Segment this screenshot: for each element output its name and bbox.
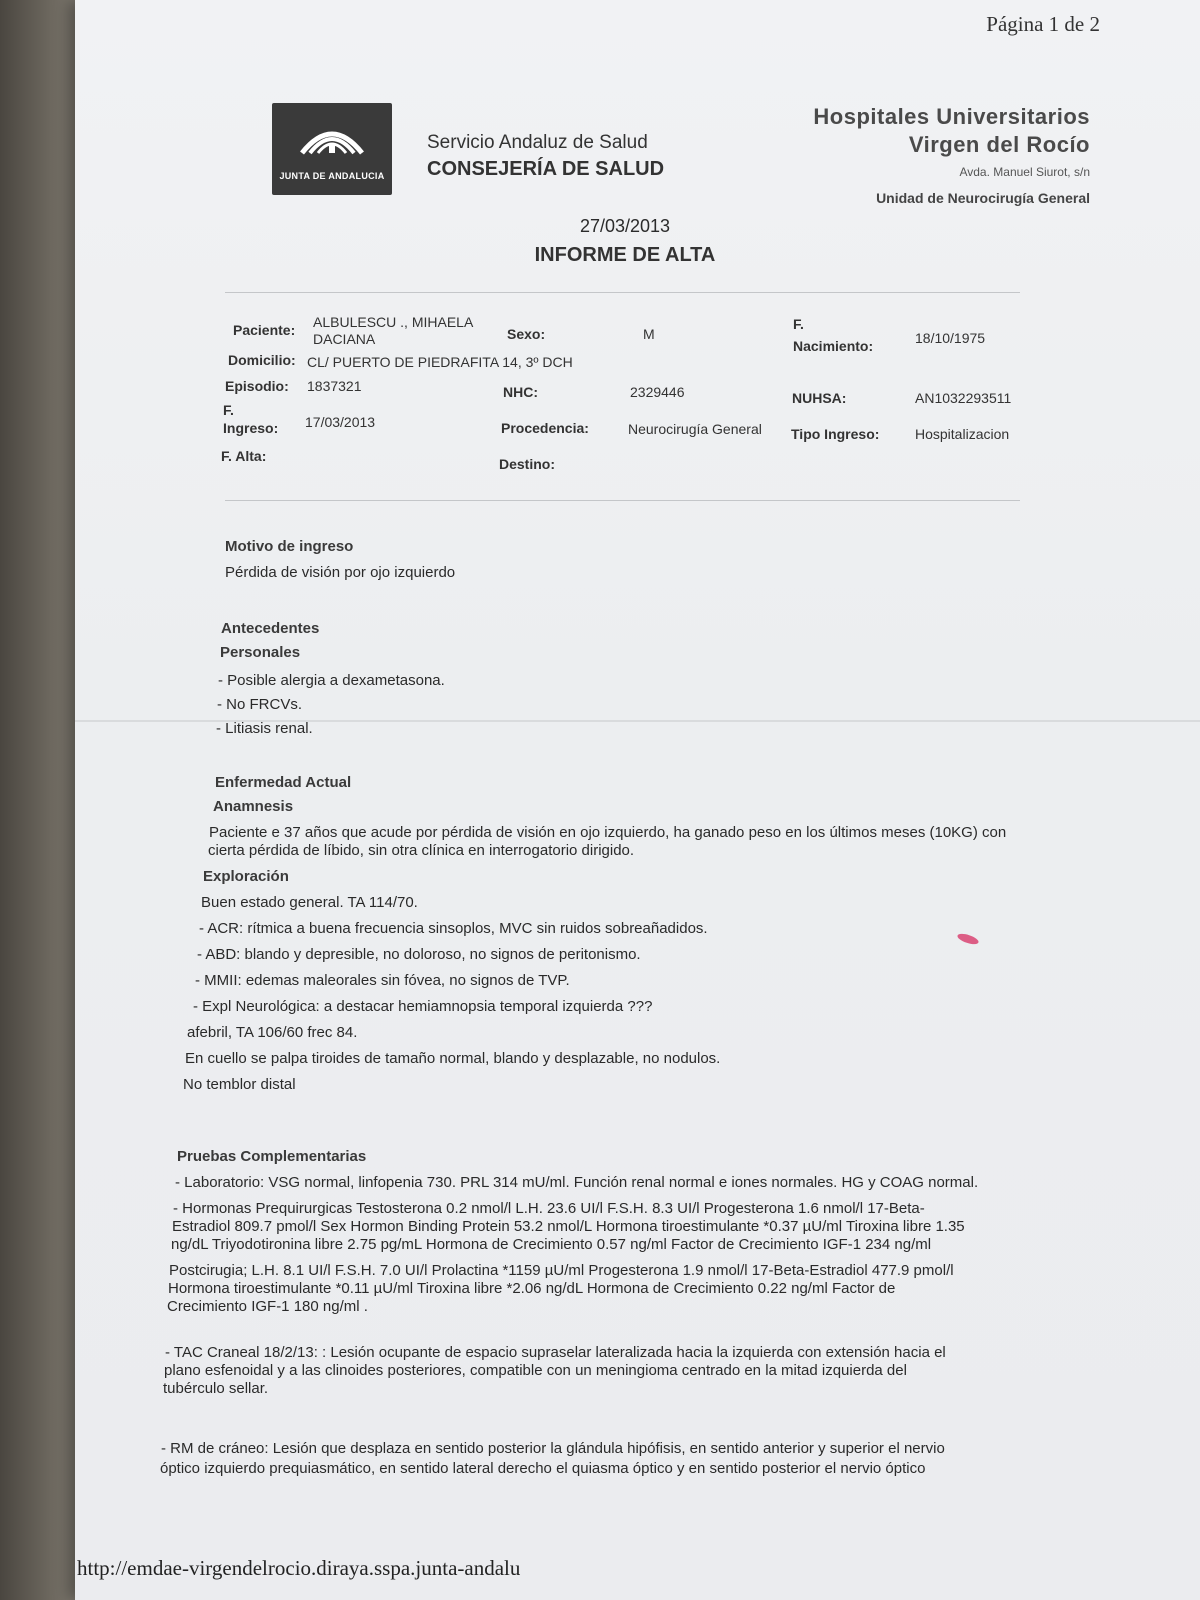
destination-label: Destino: xyxy=(499,456,555,472)
exploration-line: No temblor distal xyxy=(183,1076,296,1093)
episode-value: 1837321 xyxy=(307,378,362,394)
report-date: 27/03/2013 xyxy=(579,216,671,236)
admission-reason-heading: Motivo de ingreso xyxy=(225,538,354,555)
address-label: Domicilio: xyxy=(228,352,296,368)
exploration-heading: Exploración xyxy=(203,868,289,885)
sex-label: Sexo: xyxy=(507,326,546,342)
page-number: Página 1 de 2 xyxy=(986,12,1100,36)
ct-results: plano esfenoidal y a las clinoides posteriores, compatible con un meningioma centrado en la mitad izquierda del xyxy=(164,1362,907,1379)
mri-results: - RM de cráneo: Lesión que desplaza en sentido posterior la glándula hipófisis, en sentido anterior y superior el nervio xyxy=(161,1440,945,1457)
hormone-results: Estradiol 809.7 pmol/l Sex Hormon Binding Protein 53.2 nmol/L Hormona tiroestimulante *0.37 µU/ml Tiroxina libre 1.35 xyxy=(172,1218,965,1235)
nhc-value: 2329446 xyxy=(630,384,685,400)
tests-heading: Pruebas Complementarias xyxy=(177,1148,367,1165)
hormone-results: ng/dL Triyodotironina libre 2.75 pg/mL Hormona de Crecimiento 0.57 ng/ml Factor de Crecimiento IGF-1 234 ng/ml xyxy=(171,1236,932,1253)
history-item: - No FRCVs. xyxy=(217,696,303,713)
admission-label-line1: F. xyxy=(223,402,234,418)
ink-mark xyxy=(956,932,979,946)
exploration-line: En cuello se palpa tiroides de tamaño normal, blando y desplazable, no nodulos. xyxy=(185,1050,721,1067)
anamnesis-text: Paciente e 37 años que acude por pérdida de visión en ojo izquierdo, ha ganado peso en los últimos meses (10KG) con xyxy=(209,824,1007,841)
hospital-name-line2: Virgen del Rocío xyxy=(908,132,1090,157)
admission-date: 17/03/2013 xyxy=(305,414,376,430)
admission-type-label: Tipo Ingreso: xyxy=(791,426,880,442)
hospital-name-line1: Hospitales Universitarios xyxy=(813,104,1090,129)
origin-label: Procedencia: xyxy=(501,420,589,436)
nuhsa-label: NUHSA: xyxy=(792,390,847,406)
junta-andalucia-logo xyxy=(272,103,392,195)
patient-name-line1: ALBULESCU ., MIHAELA xyxy=(313,314,474,330)
hormone-results: Postcirugia; L.H. 8.1 UI/l F.S.H. 7.0 UI/l Prolactina *1159 µU/ml Progesterona 1.9 nmol/l 17-Beta-Estradiol 477.9 pmol/l xyxy=(169,1262,954,1279)
exploration-line: Buen estado general. TA 114/70. xyxy=(201,894,418,911)
hospital-address: Avda. Manuel Siurot, s/n xyxy=(959,165,1090,179)
hormone-results: Crecimiento IGF-1 180 ng/ml . xyxy=(167,1298,368,1315)
origin-value: Neurocirugía General xyxy=(628,421,762,437)
hospital-unit: Unidad de Neurocirugía General xyxy=(876,190,1090,206)
admission-type-value: Hospitalizacion xyxy=(915,426,1010,442)
sex-value: M xyxy=(643,326,655,342)
service-name: Servicio Andaluz de Salud xyxy=(427,132,648,153)
footer-url: http://emdae-virgendelrocio.diraya.sspa.junta-andalu xyxy=(77,1556,521,1580)
exploration-line: - ACR: rítmica a buena frecuencia sinsoplos, MVC sin ruidos sobreañadidos. xyxy=(199,920,708,937)
history-item: - Posible alergia a dexametasona. xyxy=(218,672,445,689)
divider xyxy=(225,500,1020,501)
anamnesis-text: cierta pérdida de líbido, sin otra clínica en interrogatorio dirigido. xyxy=(208,842,635,859)
history-item: - Litiasis renal. xyxy=(216,720,313,737)
ct-results: tubérculo sellar. xyxy=(163,1380,269,1397)
admission-reason-text: Pérdida de visión por ojo izquierdo xyxy=(225,564,456,581)
hormone-results: - Hormonas Prequirurgicas Testosterona 0.2 nmol/l L.H. 23.6 UI/l F.S.H. 8.3 UI/l Progesterona 1.6 nmol/l 17-Beta- xyxy=(173,1200,925,1217)
anamnesis-heading: Anamnesis xyxy=(213,798,294,815)
mri-results: óptico izquierdo prequiasmático, en sentido lateral derecho el quiasma óptico y en sentido posterior el nervio óptico xyxy=(160,1460,926,1477)
document-page xyxy=(75,0,1200,1600)
hormone-results: Hormona tiroestimulante *0.11 µU/ml Tiroxina libre *2.06 ng/dL Hormona de Crecimiento 0.22 ng/ml Factor de xyxy=(168,1280,896,1297)
lab-results: - Laboratorio: VSG normal, linfopenia 730. PRL 314 mU/ml. Función renal normal e iones normales. HG y COAG normal. xyxy=(175,1174,979,1191)
nhc-label: NHC: xyxy=(503,384,538,400)
report-title: INFORME DE ALTA xyxy=(534,244,716,266)
nuhsa-value: AN1032293511 xyxy=(915,390,1012,406)
history-subheading: Personales xyxy=(220,644,301,661)
episode-label: Episodio: xyxy=(225,378,289,394)
exploration-line: - Expl Neurológica: a destacar hemiamnopsia temporal izquierda ??? xyxy=(193,998,653,1015)
exploration-line: - MMII: edemas maleorales sin fóvea, no signos de TVP. xyxy=(195,972,570,989)
discharge-label: F. Alta: xyxy=(221,448,267,464)
ministry-name: CONSEJERÍA DE SALUD xyxy=(427,158,665,180)
divider xyxy=(225,292,1020,293)
birth-label-line2: Nacimiento: xyxy=(793,338,874,354)
birth-label-line1: F. xyxy=(793,316,804,332)
patient-name-line2: DACIANA xyxy=(313,331,376,347)
exploration-line: afebril, TA 106/60 frec 84. xyxy=(187,1024,358,1041)
ct-results: - TAC Craneal 18/2/13: : Lesión ocupante de espacio supraselar lateralizada hacia la izquierda con extensión hacia el xyxy=(165,1344,946,1361)
address-value: CL/ PUERTO DE PIEDRAFITA 14, 3º DCH xyxy=(307,354,573,370)
birth-date: 18/10/1975 xyxy=(915,330,986,346)
patient-label: Paciente: xyxy=(233,322,296,338)
arch-icon xyxy=(298,117,366,157)
admission-label-line2: Ingreso: xyxy=(223,420,279,436)
current-illness-heading: Enfermedad Actual xyxy=(215,774,352,791)
history-heading: Antecedentes xyxy=(221,620,320,637)
logo-text: JUNTA DE ANDALUCIA xyxy=(279,171,385,181)
exploration-line: - ABD: blando y depresible, no doloroso, no signos de peritonismo. xyxy=(197,946,641,963)
